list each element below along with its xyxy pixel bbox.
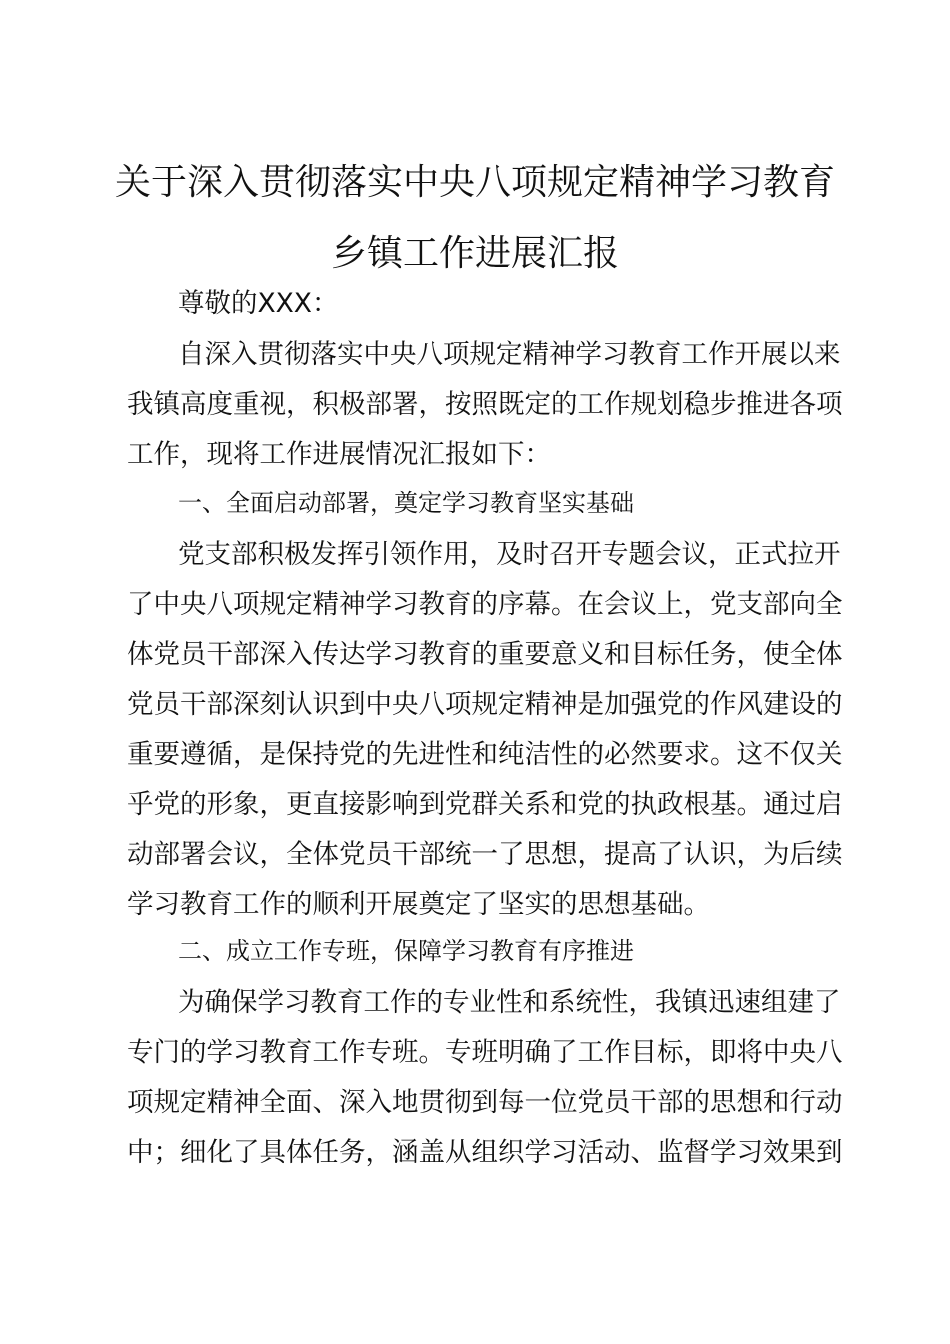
document-title-line-2: 乡镇工作进展汇报 [330, 233, 619, 274]
paragraph-line: 党员干部深刻认识到中央八项规定精神是加强党的作风建设的 [127, 689, 843, 720]
section-1-heading: 一、全面启动部署，奠定学习教育坚实基础 [178, 489, 634, 517]
section-2-heading: 二、成立工作专班，保障学习教育有序推进 [178, 937, 634, 965]
paragraph-line: 项规定精神全面、深入地贯彻到每一位党员干部的思想和行动 [127, 1087, 843, 1118]
paragraph-line: 重要遵循，是保持党的先进性和纯洁性的必然要求。这不仅关 [127, 739, 843, 770]
paragraph-line: 专门的学习教育工作专班。专班明确了工作目标，即将中央八 [127, 1037, 843, 1068]
salutation: 尊敬的XXX： [178, 288, 339, 319]
paragraph-line: 学习教育工作的顺利开展奠定了坚实的思想基础。 [127, 889, 710, 920]
paragraph-line: 为确保学习教育工作的专业性和系统性，我镇迅速组建了 [178, 987, 841, 1018]
paragraph-line: 乎党的形象，更直接影响到党群关系和党的执政根基。通过启 [127, 789, 843, 820]
paragraph-line: 中；细化了具体任务，涵盖从组织学习活动、监督学习效果到 [127, 1137, 843, 1168]
intro-line: 我镇高度重视，积极部署，按照既定的工作规划稳步推进各项 [127, 389, 843, 420]
paragraph-line: 动部署会议，全体党员干部统一了思想，提高了认识，为后续 [127, 839, 843, 870]
document-title-line-1: 关于深入贯彻落实中央八项规定精神学习教育 [114, 162, 835, 203]
paragraph-line: 党支部积极发挥引领作用，及时召开专题会议，正式拉开 [178, 539, 841, 570]
paragraph-line: 体党员干部深入传达学习教育的重要意义和目标任务，使全体 [127, 639, 843, 670]
intro-line: 自深入贯彻落实中央八项规定精神学习教育工作开展以来 [178, 339, 841, 370]
intro-line: 工作，现将工作进展情况汇报如下： [127, 439, 551, 470]
paragraph-line: 了中央八项规定精神学习教育的序幕。在会议上，党支部向全 [127, 589, 843, 620]
